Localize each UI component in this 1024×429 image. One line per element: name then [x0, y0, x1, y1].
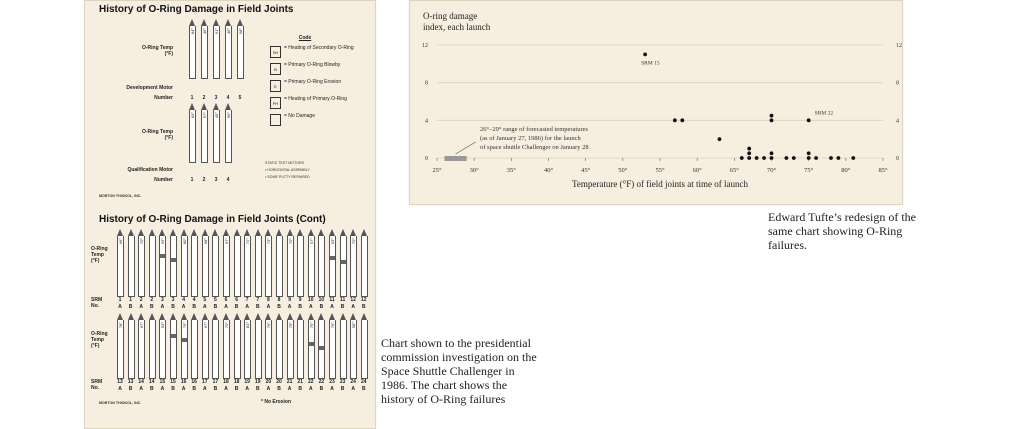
srm-rocket-row1 [149, 229, 156, 297]
row1-srm-label: SRM No. [91, 297, 103, 309]
damage-mark [319, 346, 324, 350]
qual-motor-label: Qualification Motor [127, 167, 173, 173]
srm-number-row1: 8 [267, 297, 270, 303]
srm-ab-row1: A [351, 304, 355, 310]
y-tick-left: 12 [422, 43, 428, 49]
srm-rocket-row1 [329, 229, 336, 297]
srm-number-row1: 7 [256, 297, 260, 303]
srm-ab-row2: A [139, 386, 143, 392]
srm-rocket-row1 [255, 229, 262, 297]
y-tick-left: 0 [425, 156, 428, 162]
srm-rocket-row2 [149, 313, 156, 379]
code-legend-item [270, 46, 360, 58]
qual-motor-rocket [213, 103, 220, 163]
x-tick-label: 55° [655, 167, 665, 174]
srm-rocket-row2 [117, 313, 124, 379]
morton-thiokol-1: MORTON THIOKOL, INC. [99, 194, 142, 198]
srm-number-row2: 17 [202, 379, 208, 385]
srm-number-row2: 18 [233, 379, 240, 385]
x-tick-label: 65° [729, 167, 739, 174]
code-key-desc: = Primary O-Ring Erosion [284, 79, 342, 85]
code-legend-item [270, 114, 360, 126]
srm-rocket-row1 [138, 229, 145, 297]
srm-rocket-row1 [159, 229, 166, 297]
srm-number-row2: 13 [117, 379, 123, 385]
damage-point [807, 156, 811, 160]
qual-number-label: Number [154, 177, 173, 183]
srm-rocket-row1 [361, 229, 368, 297]
x-tick-label: 50° [618, 167, 628, 174]
srm-number-row2: 24 [361, 379, 367, 385]
srm-number-row1: 2 [150, 297, 154, 303]
srm-number-row2: 21 [286, 379, 293, 385]
srm-number-row2: 19 [244, 379, 250, 385]
srm-ab-row1: A [266, 304, 271, 310]
qual-temp-label: O-Ring Temp (°F) [141, 129, 173, 141]
damage-point [814, 156, 818, 160]
rocket-temp: 53° [160, 322, 166, 329]
code-key-box: PH [270, 97, 281, 109]
y-tick-right: 8 [896, 80, 899, 87]
srm-number-row2: 21 [297, 379, 303, 385]
static-test-note: STATIC TEST MOTORS • HORIZONTAL ASSEMBLY • SOME PUTTY REPAIRED [265, 161, 310, 179]
srm-rocket-row2 [202, 313, 209, 379]
srm-ab-row2: B [277, 386, 281, 392]
srm-ab-row2: A [245, 386, 249, 392]
original-title-2: History of O-Ring Damage in Field Joints (Cont) [99, 214, 326, 225]
srm-ab-row1: B [255, 304, 260, 310]
rocket-temp: 73° [266, 238, 272, 245]
rocket-temp: 60° [226, 112, 231, 119]
rocket-temp: 66° [118, 238, 123, 245]
srm-number-row2: 14 [138, 379, 144, 385]
srm-number-row2: 23 [339, 379, 346, 385]
row2-srm-label: SRM No. [91, 379, 103, 391]
qual-motor-number: 4 [226, 177, 230, 183]
srm-rocket-row2 [350, 313, 357, 379]
rocket-temp: 45° [214, 112, 219, 119]
srm-number-row2: 18 [223, 379, 229, 385]
dev-motor-number: 5 [238, 95, 242, 101]
original-title-1: History of O-Ring Damage in Field Joints [99, 4, 294, 15]
damage-mark [171, 334, 176, 338]
srm-ab-row1: B [298, 304, 302, 310]
damage-point [740, 156, 744, 160]
srm-number-row2: 23 [329, 379, 335, 385]
srm-ab-row1: B [171, 304, 175, 310]
srm-rocket-row1 [287, 229, 294, 297]
srm-ab-row2: B [361, 386, 366, 392]
rocket-temp: 57° [308, 238, 314, 245]
original-chart-panel [84, 0, 376, 429]
srm-number-row1: 11 [339, 297, 346, 303]
damage-point [792, 156, 796, 160]
chart-xlabel: Temperature (°F) of field joints at time of launch [572, 179, 748, 189]
damage-point [770, 151, 774, 155]
srm-number-row2: 19 [255, 379, 261, 385]
srm-number-row2: 22 [308, 379, 314, 385]
rocket-temp: 78° [118, 322, 123, 329]
damage-point [747, 147, 751, 151]
srm-ab-row2: B [213, 386, 218, 392]
rocket-temp: 70° [224, 322, 229, 329]
rocket-temp: 79° [287, 322, 293, 329]
srm-ab-row1: B [319, 304, 324, 310]
rocket-temp: 84° [190, 28, 195, 35]
srm-number-row2: 16 [180, 379, 187, 385]
code-legend [270, 35, 360, 126]
srm-ab-row1: A [160, 304, 165, 310]
srm-ab-row1: B [213, 304, 218, 310]
srm-rocket-row1 [128, 229, 135, 297]
srm-number-row2: 14 [149, 379, 155, 385]
srm-ab-row2: A [351, 386, 355, 392]
srm-rocket-row2 [128, 313, 135, 379]
srm-rocket-row1 [117, 229, 124, 297]
no-erosion-note: * No Erosion [261, 399, 292, 405]
srm-number-row2: 22 [318, 379, 325, 385]
damage-mark [171, 258, 176, 262]
srm-rocket-row2 [276, 313, 283, 379]
srm-ab-row2: A [181, 386, 186, 392]
y-tick-left: 4 [425, 118, 428, 125]
rocket-temp: 83° [190, 112, 195, 119]
y-tick-right: 12 [896, 43, 902, 49]
srm-rocket-row2 [234, 313, 241, 379]
tufte-chart-panel [409, 0, 903, 205]
qual-motor-number: 1 [190, 177, 194, 183]
srm-number-row1: 12 [361, 297, 367, 303]
forecast-note-line: of space shuttle Challenger on January 28 [480, 144, 589, 151]
code-legend-item [270, 80, 360, 92]
srm-rocket-row1 [308, 229, 315, 297]
srm-ab-row2: B [128, 386, 133, 392]
rocket-temp: 81° [245, 322, 251, 329]
srm-ab-row2: A [224, 386, 228, 392]
dev-motor-number: 1 [190, 95, 194, 101]
srm-ab-row1: A [139, 304, 143, 310]
caption-right: Edward Tufte’s redesign of the same chart showing O-Ring failures. [768, 210, 916, 252]
rocket-temp: 70° [287, 238, 293, 245]
srm-rocket-row2 [265, 313, 272, 379]
srm-rocket-row2 [308, 313, 315, 379]
point-annotation: SRM 15 [641, 60, 660, 67]
srm-rocket-row1 [170, 229, 177, 297]
srm-rocket-row1 [191, 229, 198, 297]
damage-point [837, 156, 841, 160]
x-tick-label: 35° [506, 167, 516, 174]
tufte-scatter-plot [410, 1, 902, 204]
damage-mark [182, 338, 187, 342]
damage-point [747, 151, 751, 155]
code-legend-item [270, 63, 360, 75]
srm-number-row1: 5 [214, 297, 217, 303]
rocket-temp: 80° [181, 238, 187, 245]
x-tick-label: 40° [543, 167, 554, 174]
srm-number-row2: 15 [170, 379, 176, 385]
srm-ab-row1: A [181, 304, 186, 310]
morton-thiokol-2: MORTON THIOKOL, INC. [99, 401, 142, 405]
srm-rocket-row2 [255, 313, 262, 379]
damage-mark [341, 260, 346, 264]
srm-rocket-row1 [350, 229, 357, 297]
code-key-box: E [270, 80, 281, 92]
srm-ab-row1: A [202, 304, 207, 310]
caption-left: Chart shown to the presidential commission investigation on the Space Shuttle Challenger in 1986. The chart shows the history of O-Ring failures [381, 336, 537, 406]
dev-motor-rocket [213, 19, 220, 79]
srm-ab-row2: A [266, 386, 271, 392]
srm-number-row1: 1 [129, 297, 132, 303]
srm-number-row2: 20 [265, 379, 272, 385]
x-tick-label: 75° [804, 167, 814, 174]
rocket-temp: 61° [214, 28, 219, 35]
srm-rocket-row2 [181, 313, 188, 379]
damage-point [718, 137, 722, 141]
dev-number-label: Number [154, 95, 173, 101]
dev-motor-label: Development Motor [126, 85, 173, 91]
srm-ab-row1: A [308, 304, 313, 310]
srm-ab-row2: B [192, 386, 196, 392]
rocket-temp: 67° [202, 112, 207, 119]
srm-rocket-row1 [181, 229, 188, 297]
srm-ab-row1: B [192, 304, 196, 310]
rocket-temp: 70° [351, 238, 357, 245]
srm-ab-row2: B [298, 386, 302, 392]
qual-motor-rocket [225, 103, 232, 163]
damage-point [770, 118, 774, 122]
damage-mark [330, 256, 335, 260]
dev-motor-rocket [225, 19, 232, 79]
code-key-desc: = Primary O-Ring Blowby [284, 62, 341, 68]
chart-title-line2: index, each launch [423, 22, 491, 32]
damage-point [680, 118, 684, 122]
damage-point [807, 151, 811, 155]
damage-mark [309, 342, 314, 346]
srm-ab-row2: A [202, 386, 207, 392]
srm-number-row1: 6 [224, 297, 228, 303]
srm-number-row1: 6 [235, 297, 238, 303]
srm-ab-row2: A [308, 386, 313, 392]
srm-ab-row1: A [118, 304, 122, 310]
srm-ab-row2: B [234, 386, 239, 392]
srm-ab-row1: A [224, 304, 228, 310]
qual-motor-number: 2 [202, 177, 206, 183]
point-annotation: SRM 22 [814, 110, 834, 117]
srm-ab-row1: B [340, 304, 345, 310]
srm-number-row1: 9 [298, 297, 302, 303]
srm-rocket-row1 [234, 229, 241, 297]
damage-point [851, 156, 855, 160]
srm-number-row1: 3 [161, 297, 164, 303]
srm-rocket-row2 [159, 313, 166, 379]
srm-number-row1: 9 [288, 297, 291, 303]
srm-ab-row1: B [234, 304, 239, 310]
qual-motor-rocket [201, 103, 208, 163]
damage-point [673, 118, 677, 122]
srm-number-row1: 11 [329, 297, 335, 303]
srm-rocket-row2 [212, 313, 219, 379]
rocket-temp: 68° [202, 238, 208, 245]
dev-motor-rocket [237, 19, 244, 79]
srm-ab-row1: A [287, 304, 292, 310]
rocket-temp: 67° [139, 322, 145, 329]
y-tick-right: 0 [896, 156, 899, 162]
srm-ab-row2: B [255, 386, 260, 392]
x-tick-label: 30° [469, 167, 479, 174]
srm-rocket-row1 [276, 229, 283, 297]
srm-ab-row2: A [287, 386, 292, 392]
srm-rocket-row2 [340, 313, 347, 379]
rocket-temp: 70° [139, 238, 145, 245]
srm-rocket-row2 [297, 313, 304, 379]
srm-number-row1: 8 [277, 297, 281, 303]
srm-ab-row2: B [149, 386, 154, 392]
rocket-temp: 40° [226, 28, 231, 35]
srm-number-row2: 15 [159, 379, 166, 385]
srm-ab-row2: B [319, 386, 324, 392]
dev-motor-rocket [189, 19, 196, 79]
damage-point [747, 156, 751, 160]
srm-ab-row2: B [340, 386, 345, 392]
srm-rocket-row2 [329, 313, 336, 379]
dev-motor-number: 3 [214, 95, 218, 101]
srm-number-row1: 7 [245, 297, 249, 303]
srm-number-row1: 2 [139, 297, 143, 303]
srm-number-row2: 24 [350, 379, 356, 385]
forecast-range-bar [444, 156, 466, 161]
rocket-temp: 67° [224, 238, 229, 245]
srm-rocket-row1 [212, 229, 219, 297]
x-tick-label: 80° [841, 167, 851, 174]
srm-rocket-row2 [287, 313, 294, 379]
code-key-box: B [270, 63, 281, 75]
srm-ab-row1: B [361, 304, 366, 310]
x-tick-label: 60° [692, 167, 702, 174]
srm-rocket-row2 [191, 313, 198, 379]
row2-temp-label: O-Ring Temp (°F) [91, 331, 108, 349]
srm-number-row1: 3 [171, 297, 175, 303]
damage-point [807, 118, 811, 122]
srm-ab-row1: A [245, 304, 249, 310]
srm-ab-row2: A [330, 386, 334, 392]
srm-number-row1: 5 [203, 297, 207, 303]
srm-ab-row2: A [118, 386, 122, 392]
srm-ab-row2: A [160, 386, 165, 392]
rocket-temp: 67° [202, 322, 208, 329]
srm-rocket-row2 [244, 313, 251, 379]
row1-temp-label: O-Ring Temp (°F) [91, 246, 108, 264]
y-tick-right: 4 [896, 118, 899, 125]
srm-rocket-row1 [318, 229, 325, 297]
x-tick-label: 45° [581, 167, 591, 174]
srm-number-row2: 16 [191, 379, 197, 385]
srm-rocket-row2 [138, 313, 145, 379]
rocket-temp: 58° [351, 322, 357, 329]
code-legend-item [270, 97, 360, 109]
chart-title-line1: O-ring damage [423, 11, 478, 21]
rocket-temp: 69° [160, 238, 166, 245]
damage-point [829, 156, 833, 160]
srm-rocket-row1 [265, 229, 272, 297]
srm-ab-row1: B [128, 304, 133, 310]
damage-point [643, 53, 647, 57]
damage-point [784, 156, 788, 160]
x-tick-label: 25° [432, 167, 442, 174]
qual-motor-rocket [189, 103, 196, 163]
rocket-temp: 49° [202, 28, 207, 35]
dev-motor-number: 2 [202, 95, 206, 101]
dev-motor-number: 4 [226, 95, 230, 101]
code-key-desc: = Heating of Secondary O-Ring [284, 45, 354, 51]
srm-ab-row1: B [149, 304, 154, 310]
srm-rocket-row2 [318, 313, 325, 379]
forecast-note-line: (as of January 27, 1986) for the launch [480, 135, 581, 142]
srm-rocket-row1 [223, 229, 230, 297]
srm-number-row2: 20 [276, 379, 282, 385]
damage-point [770, 114, 774, 118]
srm-rocket-row1 [202, 229, 209, 297]
y-tick-left: 8 [425, 80, 428, 87]
srm-rocket-row2 [361, 313, 368, 379]
srm-rocket-row2 [223, 313, 230, 379]
rocket-temp: 75° [181, 322, 187, 329]
rocket-temp: 76° [266, 322, 272, 329]
rocket-temp: 63° [330, 238, 335, 245]
srm-ab-row1: B [277, 304, 281, 310]
srm-number-row1: 10 [318, 297, 325, 303]
srm-rocket-row1 [244, 229, 251, 297]
srm-ab-row2: B [171, 386, 175, 392]
srm-number-row1: 10 [308, 297, 314, 303]
rocket-temp: 75° [308, 322, 314, 329]
srm-ab-row1: A [330, 304, 334, 310]
x-tick-label: 85° [878, 167, 888, 174]
srm-rocket-row1 [297, 229, 304, 297]
damage-point [755, 156, 759, 160]
damage-point [762, 156, 766, 160]
code-title: Code [298, 35, 312, 41]
rocket-temp: 72° [245, 238, 251, 245]
code-key-box [270, 114, 281, 126]
dev-temp-label: O-Ring Temp (°F) [141, 45, 173, 57]
srm-number-row1: 4 [192, 297, 196, 303]
rocket-temp: 58° [238, 28, 243, 35]
srm-number-row2: 17 [212, 379, 219, 385]
srm-rocket-row1 [340, 229, 347, 297]
forecast-note-line: 26°–29° range of forecasted temperatures [480, 126, 589, 133]
rocket-temp: 76° [330, 322, 335, 329]
srm-number-row1: 1 [118, 297, 122, 303]
srm-rocket-row2 [170, 313, 177, 379]
code-key-box: SH [270, 46, 281, 58]
damage-point [770, 156, 774, 160]
code-key-desc: = No Damage [284, 113, 315, 119]
srm-number-row1: 4 [182, 297, 185, 303]
forecast-leader-line [456, 142, 476, 154]
dev-motor-rocket [201, 19, 208, 79]
srm-number-row1: 12 [350, 297, 356, 303]
x-tick-label: 70° [766, 167, 777, 174]
srm-number-row2: 13 [127, 379, 134, 385]
qual-motor-number: 3 [214, 177, 218, 183]
damage-mark [160, 254, 165, 258]
code-key-desc: = Heating of Primary O-Ring [284, 96, 347, 102]
